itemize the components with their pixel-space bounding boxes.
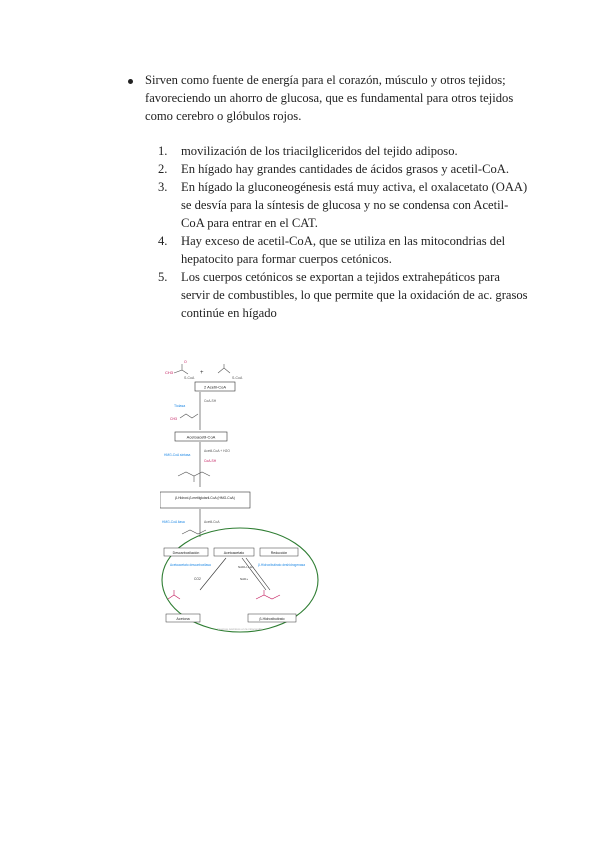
list-number: 3. — [158, 180, 168, 194]
enzyme-hmg-liasa: HMG-CoA liasa — [162, 520, 185, 524]
enzyme-descarboxilasa: Acetoacetato descarboxilasa — [170, 563, 211, 567]
box-acetoacetato: Acetoacetato — [223, 551, 245, 555]
list-item-text: En hígado hay grandes cantidades de ácidos grasos y acetil-CoA. — [181, 162, 510, 176]
side-acetilcoa-h2o: Acetil-CoA + H2O — [204, 449, 230, 453]
list-item — [158, 178, 528, 232]
list-number: 4. — [158, 234, 168, 248]
side-acetil-coa: Acetil-CoA — [204, 520, 220, 524]
side-coa-sh-top: CoA-SH — [204, 399, 217, 403]
list-item — [158, 160, 528, 178]
list-number: 2. — [158, 162, 168, 176]
list-item-text: movilización de los triacilgliceridos del tejido adiposo. — [181, 144, 458, 158]
label-co2: CO2 — [194, 577, 201, 581]
bullet-dot-icon — [128, 79, 133, 84]
box-hidroxibutirato: β-Hidroxibutirato — [259, 617, 285, 621]
list-item-text: Los cuerpos cetónicos se exportan a tejidos extrahepáticos para servir de combustibles, lo que permite que la oxidación de ac. grasos continúe en hígado — [181, 270, 528, 320]
bullet-paragraph — [128, 71, 528, 125]
figure-caption: Cuerpos cetónicos en la mitocondria — [217, 627, 263, 631]
box-acetil-coa: 2 Acetil-CoA — [203, 384, 227, 390]
enzyme-deshidrogenasa: β-Hidroxibutirato deshidrogenasa — [258, 563, 306, 567]
list-item — [158, 268, 528, 322]
svg-text:O: O — [184, 360, 187, 364]
label-nadh: NADH + H+ — [238, 565, 254, 569]
box-descarboxilacion: Descarboxilación — [172, 551, 200, 555]
box-acetoacetil-coa: Acetoacetil-CoA — [186, 434, 216, 440]
bullet-text: Sirven como fuente de energía para el corazón, músculo y otros tejidos; favoreciendo un ahorro de glucosa, que es fundamental para otros tejidos como cerebro o glóbulos rojos. — [145, 73, 514, 123]
list-number: 5. — [158, 270, 168, 284]
ketogenesis-diagram — [160, 352, 320, 642]
svg-text:S-CoA: S-CoA — [232, 376, 243, 380]
svg-text:S-CoA: S-CoA — [184, 376, 195, 380]
box-acetona: Acetona — [176, 617, 190, 621]
list-item-text: En hígado la gluconeogénesis está muy activa, el oxalacetato (OAA) se desvía para la síntesis de glucosa y no se condensa con Acetil-CoA para entrar en el CAT. — [181, 180, 528, 230]
svg-text:CH3: CH3 — [170, 417, 178, 421]
label-nad: NAD+ — [240, 577, 249, 581]
numbered-list — [158, 142, 528, 322]
list-number: 1. — [158, 144, 168, 158]
enzyme-tiolasa: Tiolasa — [174, 404, 186, 408]
svg-text:+: + — [200, 370, 204, 376]
box-hmg-coa: β-Hidroxi-β-metilglutaril-CoA (HMG-CoA) — [175, 496, 235, 500]
enzyme-hmg-sintasa: HMG-CoA sintasa — [164, 453, 191, 457]
svg-text:CH3: CH3 — [165, 370, 174, 375]
box-reduccion: Reducción — [270, 551, 288, 555]
list-item — [158, 142, 528, 160]
side-coa-sh: CoA-SH — [204, 459, 217, 463]
list-item — [158, 232, 528, 268]
list-item-text: Hay exceso de acetil-CoA, que se utiliza en las mitocondrias del hepatocito para formar cuerpos cetónicos. — [181, 234, 506, 266]
